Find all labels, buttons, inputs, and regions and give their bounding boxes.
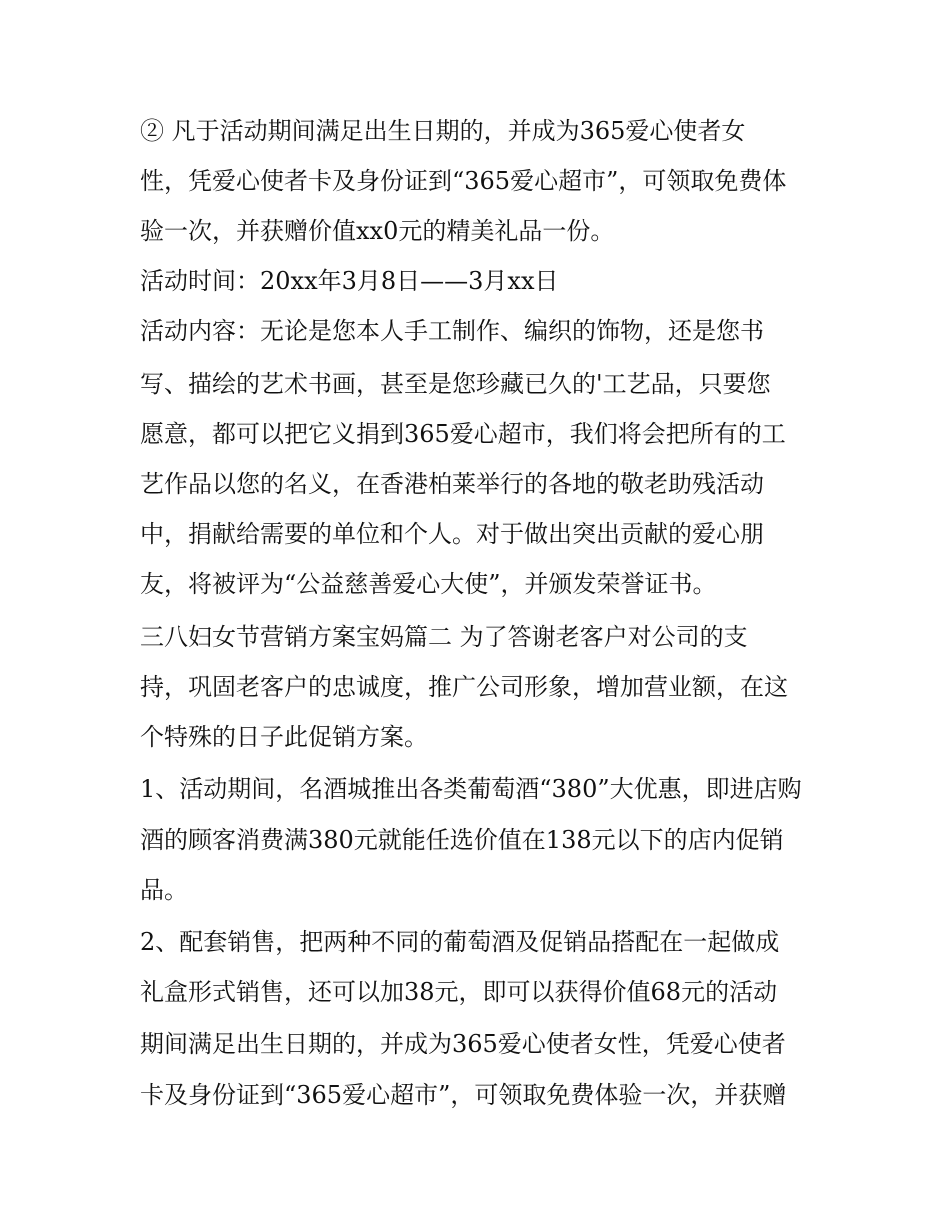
text-line: 品。 [140, 876, 188, 904]
text-line: ② 凡于活动期间满足出生日期的，并成为365爱心使者女 [140, 117, 746, 145]
text-line: 活动时间：20xx年3月8日——3月xx日 [140, 267, 559, 295]
text-line: 写、描绘的艺术书画，甚至是您珍藏已久的'工艺品，只要您 [140, 370, 771, 398]
text-line: 卡及身份证到“365爱心超市”，可领取免费体验一次，并获赠 [140, 1081, 787, 1109]
text-line: 礼盒形式销售，还可以加38元，即可以获得价值68元的活动 [140, 978, 778, 1006]
text-line: 持，巩固老客户的忠诚度，推广公司形象，增加营业额，在这 [140, 673, 788, 701]
text-line: 性，凭爱心使者卡及身份证到“365爱心超市”，可领取免费体 [140, 167, 787, 195]
text-line: 1、活动期间，名酒城推出各类葡萄酒“380”大优惠，即进店购 [140, 775, 802, 803]
text-line: 个特殊的日子此促销方案。 [140, 723, 428, 751]
text-line: 活动内容：无论是您本人手工制作、编织的饰物，还是您书 [140, 317, 764, 345]
text-line: 中，捐献给需要的单位和个人。对于做出突出贡献的爱心朋 [140, 520, 764, 548]
text-line: 三八妇女节营销方案宝妈篇二 为了答谢老客户对公司的支 [140, 623, 748, 651]
text-line: 愿意，都可以把它义捐到365爱心超市，我们将会把所有的工 [140, 420, 786, 448]
text-line: 友，将被评为“公益慈善爱心大使”，并颁发荣誉证书。 [140, 570, 717, 598]
text-line: 验一次，并获赠价值xx0元的精美礼品一份。 [140, 217, 615, 245]
text-line: 酒的顾客消费满380元就能任选价值在138元以下的店内促销 [140, 826, 784, 854]
text-line: 2、配套销售，把两种不同的葡萄酒及促销品搭配在一起做成 [140, 928, 780, 956]
text-line: 艺作品以您的名义，在香港柏莱举行的各地的敬老助残活动 [140, 470, 764, 498]
text-line: 期间满足出生日期的，并成为365爱心使者女性，凭爱心使者 [140, 1030, 786, 1058]
